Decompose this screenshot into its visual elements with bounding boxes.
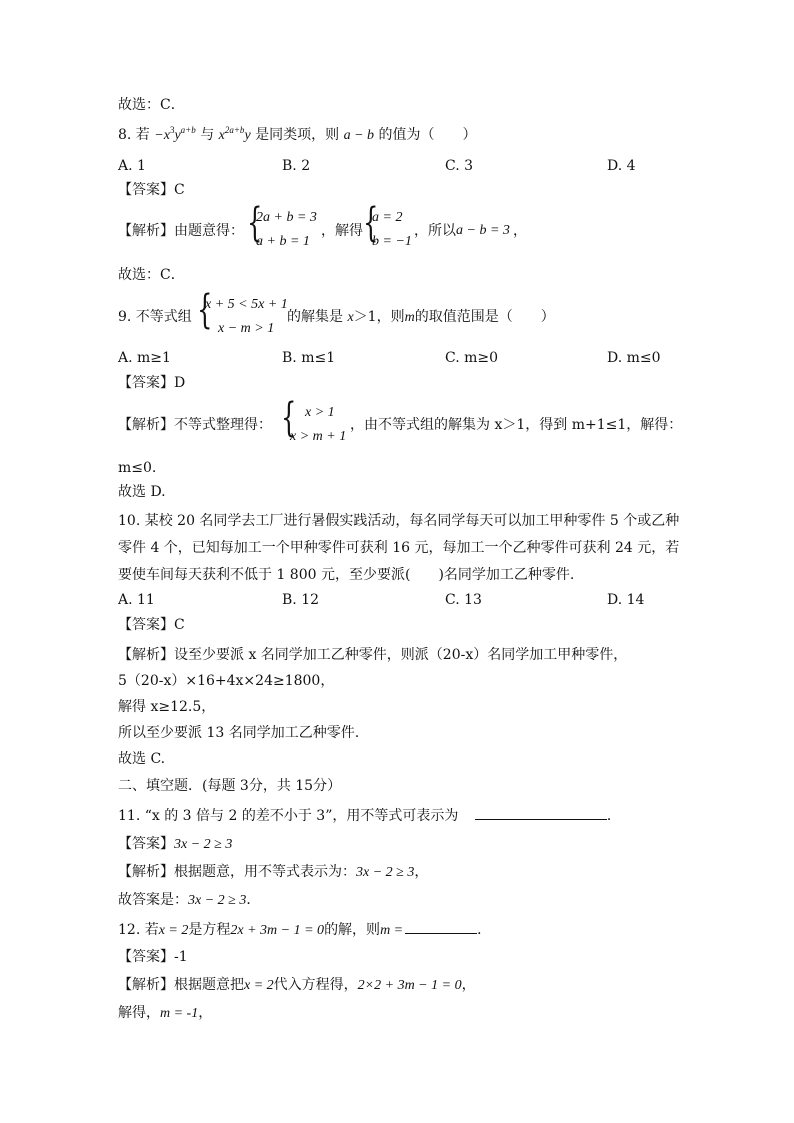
q9-text-range: 的取值范围是（ ） xyxy=(414,309,555,325)
q12-text-then: 的解，则 xyxy=(324,922,381,938)
q11-answer xyxy=(118,834,232,855)
q11-answer-label: 【答案】 xyxy=(118,836,174,852)
q12-number: 12. 若 xyxy=(118,922,159,938)
question-8 xyxy=(118,125,476,146)
q8-select: 故选：C． xyxy=(118,267,185,283)
q9-sys-line2: x − m > 1 xyxy=(218,321,275,336)
q9-question-tail xyxy=(287,307,555,328)
q11-final-math: 3x − 2 ≥ 3 xyxy=(188,893,247,908)
q11-final-end: ． xyxy=(246,892,261,908)
q12-explanation-label: 【解析】根据题意把 xyxy=(118,977,244,993)
q12-text-is: 是方程 xyxy=(188,922,231,938)
q8-x: x xyxy=(163,128,170,143)
q8-option-c: C. 3 xyxy=(445,158,474,174)
q8-exp-3: 3 xyxy=(169,125,175,135)
q9-m: m xyxy=(404,310,415,325)
question-12 xyxy=(118,919,491,941)
q11-answer-blank xyxy=(475,805,607,820)
q10-line3: 要使车间每天获利不低于 1 800 元，至少要派( )名同学加工乙种零件. xyxy=(118,567,575,583)
q10-option-a: A. 11 xyxy=(118,592,155,608)
q9-option-d: D. m≤0 xyxy=(607,350,661,366)
q12-equation: 2x + 3m − 1 = 0 xyxy=(230,923,325,938)
q9-text-solution: 的解集是 xyxy=(287,309,348,325)
q11-explanation xyxy=(118,862,428,883)
q8-a-minus-b: a − b xyxy=(343,128,375,143)
q8-comma: ， xyxy=(513,223,527,239)
q9-x: x xyxy=(347,310,354,325)
q8-term2 xyxy=(218,125,251,143)
q10-line1: 10. 某校 20 名同学去工厂进行暑假实践活动，每名同学每天可以加工甲种零件 5 个或乙种 xyxy=(118,513,680,529)
q12-explanation-x: x = 2 xyxy=(244,978,274,993)
q9-text-gt: ＞1，则 xyxy=(353,309,405,325)
q10-explanation-4: 所以至少要派 13 名同学加工乙种零件. xyxy=(118,725,360,741)
conclusion-line: 故选：C． xyxy=(118,97,185,113)
q12-m-eq: m = xyxy=(380,923,404,938)
q8-sys1-line1: 2a + b = 3 xyxy=(256,210,317,225)
q11-text: 11. “x 的 3 倍与 2 的差不小于 3”，用不等式可表示为 xyxy=(118,808,459,824)
q8-answer: 【答案】C xyxy=(118,182,185,198)
q8-text-value: 的值为（ ） xyxy=(378,127,477,143)
q8-option-d: D. 4 xyxy=(607,158,636,174)
q8-option-a: A. 1 xyxy=(118,158,146,174)
question-11 xyxy=(118,805,621,826)
q8-text-similar: 是同类项，则 xyxy=(255,127,340,143)
q9-option-c: C. m≥0 xyxy=(445,350,499,366)
q8-term1 xyxy=(154,127,195,143)
q12-solution-math: m = -1 xyxy=(160,1006,199,1021)
q8-brace-1: { xyxy=(247,200,263,246)
q8-number: 8. 若 xyxy=(118,127,150,143)
q10-explanation-2: 5（20-x）×16+4x×24≥1800， xyxy=(118,673,335,689)
q11-end: ． xyxy=(606,808,621,824)
q8-option-b: B. 2 xyxy=(282,158,311,174)
q10-option-c: C. 13 xyxy=(445,592,482,608)
q12-solution-label: 解得， xyxy=(118,1005,160,1021)
q9-explanation-label: 【解析】不等式整理得： xyxy=(118,417,272,433)
q12-answer: 【答案】-1 xyxy=(118,949,188,965)
q8-y2: y xyxy=(244,128,251,143)
q12-explanation-mid: 代入方程得， xyxy=(273,977,358,993)
q10-explanation-1: 【解析】设至少要派 x 名同学加工乙种零件，则派（20-x）名同学加工甲种零件， xyxy=(118,647,628,663)
q11-final-label: 故答案是： xyxy=(118,892,188,908)
q8-text-with: 与 xyxy=(200,127,215,143)
q8-result: a − b = 3 xyxy=(456,223,510,238)
q8-minus: − xyxy=(154,128,164,143)
section-heading: 二、填空题．(每题 3分，共 15分） xyxy=(118,778,342,794)
q10-line2: 零件 4 个，已知每加工一个甲种零件可获利 16 元，每加工一个乙种零件可获利 24 元，若 xyxy=(118,540,680,556)
q9-sys-line1: x + 5 < 5x + 1 xyxy=(205,297,288,312)
q9-explanation-rest: ，由不等式组的解集为 x＞1，得到 m+1≤1，解得： xyxy=(350,417,683,433)
q9-exp-sys-line1: x > 1 xyxy=(305,405,335,420)
q11-answer-math: 3x − 2 ≥ 3 xyxy=(174,837,233,852)
q11-explanation-end: ， xyxy=(414,864,429,880)
q12-explanation xyxy=(118,975,476,996)
q8-x2: x xyxy=(218,128,225,143)
q10-answer: 【答案】C xyxy=(118,617,185,633)
q12-explanation-end: ， xyxy=(461,977,476,993)
q10-option-b: B. 12 xyxy=(282,592,320,608)
q8-sys1-line2: a + b = 1 xyxy=(256,234,310,249)
q8-y: y xyxy=(174,128,181,143)
q12-end: ． xyxy=(477,922,492,938)
q9-exp-sys-line2: x > m + 1 xyxy=(290,429,347,444)
q9-brace-1: { xyxy=(197,287,213,333)
q8-exp-ab: a+b xyxy=(180,125,196,135)
q8-brace-2: { xyxy=(363,200,379,246)
q12-explanation-eq: 2×2 + 3m − 1 = 0 xyxy=(357,978,462,993)
q8-sys2-line1: a = 2 xyxy=(372,210,403,225)
q12-x-eq: x = 2 xyxy=(158,923,189,938)
q9-answer: 【答案】D xyxy=(118,375,186,391)
q11-explanation-math: 3x − 2 ≥ 3 xyxy=(356,865,415,880)
q12-solution xyxy=(118,1003,212,1024)
q9-option-b: B. m≤1 xyxy=(282,350,336,366)
q9-explanation-cont: m≤0. xyxy=(118,460,157,476)
q11-final xyxy=(118,890,260,911)
q8-exp-2ab: 2a+b xyxy=(224,125,245,135)
q10-explanation-3: 解得 x≥12.5， xyxy=(118,699,216,715)
q9-brace-2: { xyxy=(281,395,297,441)
q10-select: 故选 C. xyxy=(118,751,166,767)
q11-explanation-label: 【解析】根据题意，用不等式表示为： xyxy=(118,864,356,880)
q10-option-d: D. 14 xyxy=(607,592,645,608)
q9-option-a: A. m≥1 xyxy=(118,350,171,366)
q8-sys2-line2: b = −1 xyxy=(372,234,412,249)
q9-select: 故选 D. xyxy=(118,484,166,500)
q12-answer-blank xyxy=(405,919,477,934)
q8-so-text: ，所以 xyxy=(414,223,456,239)
q8-solve-text: ，解得 xyxy=(321,223,363,239)
q8-explanation-label: 【解析】由题意得： xyxy=(118,223,244,239)
q12-solution-end: ， xyxy=(198,1005,213,1021)
q9-number: 9. 不等式组 xyxy=(118,309,192,325)
